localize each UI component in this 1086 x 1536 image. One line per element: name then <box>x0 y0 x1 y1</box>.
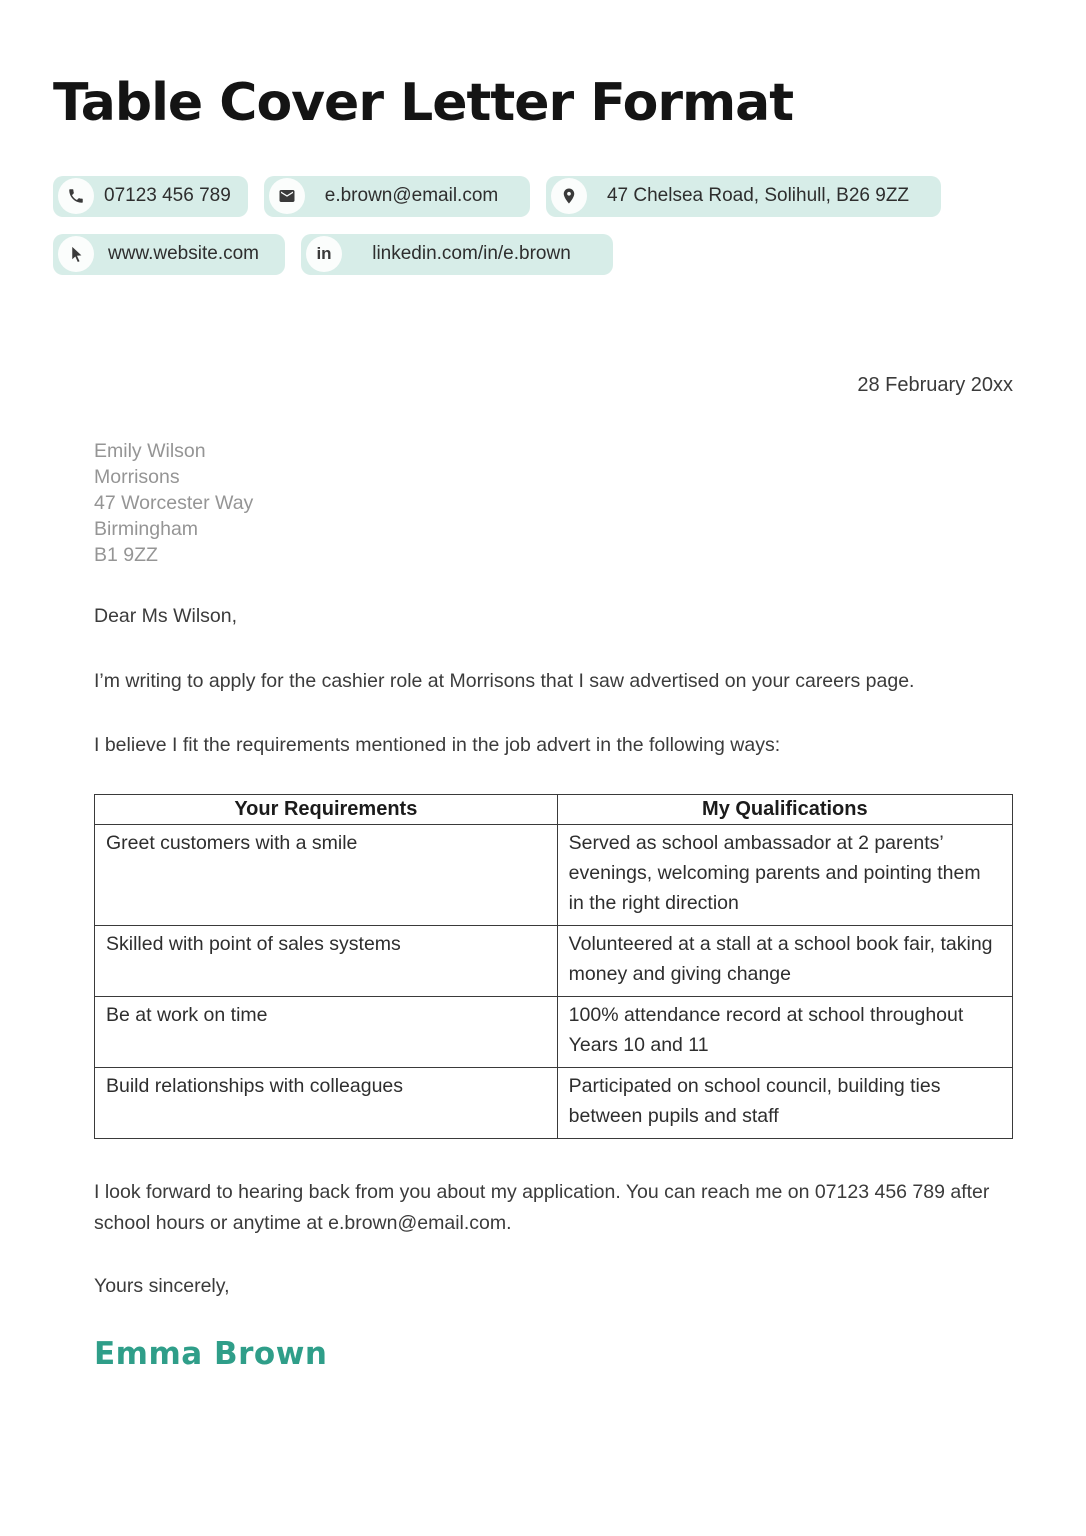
linkedin-icon: in <box>306 236 342 272</box>
table-row <box>95 1067 1013 1138</box>
website-pill[interactable] <box>53 234 285 275</box>
phone-icon <box>58 178 94 214</box>
recipient-city: Birmingham <box>94 517 199 540</box>
requirement-cell: Skilled with point of sales systems <box>95 925 558 996</box>
signature-name: Emma Brown <box>94 1335 328 1372</box>
qualification-cell: 100% attendance record at school throughout Years 10 and 11 <box>557 996 1012 1067</box>
location-icon <box>551 178 587 214</box>
contact-pills-row-1 <box>53 176 1086 217</box>
intro-paragraph: I believe I fit the requirements mentioned in the job advert in the following ways: <box>94 733 781 756</box>
email-address: e.brown@email.com <box>324 185 499 207</box>
closing-paragraph: I look forward to hearing back from you about my application. You can reach me on 07123 456 789 after school hours or anytime at e.brown@email.com. <box>94 1180 990 1234</box>
recipient-address-block <box>94 438 1013 568</box>
table-header-row <box>95 794 1013 824</box>
linkedin-url: linkedin.com/in/e.brown <box>372 243 571 265</box>
contact-pills-row-2 <box>53 234 1086 275</box>
requirement-cell: Greet customers with a smile <box>95 824 558 925</box>
qualification-cell: Participated on school council, building ties between pupils and staff <box>557 1067 1012 1138</box>
column-header-requirements: Your Requirements <box>95 794 558 824</box>
website-url: www.website.com <box>108 243 259 265</box>
phone-pill[interactable] <box>53 176 248 217</box>
page-title: Table Cover Letter Format <box>53 73 794 133</box>
sign-off: Yours sincerely, <box>94 1274 230 1297</box>
qualification-cell: Served as school ambassador at 2 parents’ evenings, welcoming parents and pointing them in the right direction <box>557 824 1012 925</box>
opening-paragraph: I’m writing to apply for the cashier role at Morrisons that I saw advertised on your careers page. <box>94 669 915 692</box>
letter-date: 28 February 20xx <box>857 373 1013 396</box>
recipient-postcode: B1 9ZZ <box>94 543 158 566</box>
column-header-qualifications: My Qualifications <box>557 794 1012 824</box>
table-row <box>95 996 1013 1067</box>
requirement-cell: Be at work on time <box>95 996 558 1067</box>
table-row <box>95 925 1013 996</box>
salutation: Dear Ms Wilson, <box>94 604 238 627</box>
email-pill[interactable] <box>264 176 530 217</box>
phone-number: 07123 456 789 <box>104 185 231 207</box>
address-pill[interactable] <box>546 176 941 217</box>
qualification-cell: Volunteered at a stall at a school book fair, taking money and giving change <box>557 925 1012 996</box>
recipient-company: Morrisons <box>94 465 180 488</box>
email-icon <box>269 178 305 214</box>
letter-body <box>94 374 1013 1372</box>
contact-pills <box>53 176 1086 275</box>
street-address: 47 Chelsea Road, Solihull, B26 9ZZ <box>606 185 910 207</box>
requirement-cell: Build relationships with colleagues <box>95 1067 558 1138</box>
requirements-qualifications-table <box>94 794 1013 1139</box>
table-row <box>95 824 1013 925</box>
cursor-icon <box>58 236 94 272</box>
linkedin-pill[interactable] <box>301 234 613 275</box>
recipient-name: Emily Wilson <box>94 439 206 462</box>
recipient-street: 47 Worcester Way <box>94 491 254 514</box>
